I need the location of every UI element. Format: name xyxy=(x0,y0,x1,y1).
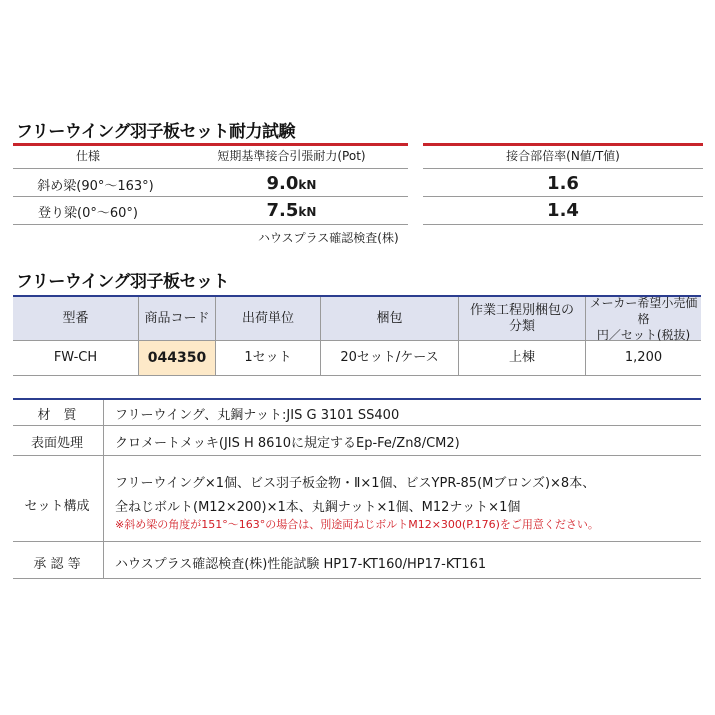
spec-surface-value: クロメートメッキ(JIS H 8610に規定するEp-Fe/Zn8/CM2) xyxy=(115,436,460,451)
divider xyxy=(13,196,408,197)
divider xyxy=(13,578,701,579)
product-unit: 1セット xyxy=(244,350,292,365)
divider xyxy=(13,224,408,225)
product-header-class-line1: 作業工程別梱包の xyxy=(469,302,574,318)
spec-surface-label: 表面処理 xyxy=(30,436,83,451)
durability-header-strength: 短期基準接合引張耐力(Pot) xyxy=(217,149,366,163)
product-pack: 20セット/ケース xyxy=(340,350,439,365)
divider xyxy=(423,224,703,225)
product-code: 044350 xyxy=(139,341,215,375)
strength-unit: kN xyxy=(298,205,317,219)
divider xyxy=(13,425,701,426)
durability-note: ハウスプラス確認検査(株) xyxy=(258,231,399,245)
product-title: フリーウイング羽子板セット xyxy=(16,272,229,292)
product-class: 上棟 xyxy=(508,350,535,365)
spec-material-label: 材 質 xyxy=(37,408,77,423)
spec-set-label: セット構成 xyxy=(24,499,90,514)
durability-header-rule-left xyxy=(13,143,408,146)
divider xyxy=(13,398,701,400)
durability-row-2-ratio: 1.4 xyxy=(547,200,579,221)
product-header-price xyxy=(586,297,701,340)
durability-row-1-spec: 斜め梁(90°～163°) xyxy=(37,179,154,194)
durability-row-1-strength xyxy=(175,173,408,194)
product-table xyxy=(13,295,701,377)
product-header-pack: 梱包 xyxy=(376,310,403,326)
divider xyxy=(103,400,104,578)
product-header-price-line1: メーカー希望小売価格 xyxy=(589,295,698,326)
product-header-code: 商品コード xyxy=(144,310,210,326)
product-model: FW-CH xyxy=(53,350,98,365)
strength-unit: kN xyxy=(298,178,317,192)
durability-header-spec: 仕様 xyxy=(75,149,100,163)
strength-value: 7.5 xyxy=(266,200,299,221)
divider xyxy=(13,168,408,169)
product-header-class xyxy=(459,297,585,340)
spec-approval-value: ハウスプラス確認検査(株)性能試験 HP17-KT160/HP17-KT161 xyxy=(115,557,487,572)
durability-header-rule-right xyxy=(423,143,703,146)
spec-approval-label: 承 認 等 xyxy=(33,557,81,572)
durability-row-2-spec: 登り梁(0°～60°) xyxy=(38,206,138,221)
durability-row-2-strength xyxy=(175,200,408,221)
spec-set-line1: フリーウイング×1個、ビス羽子板金物・Ⅱ×1個、ビスYPR-85(Mブロンズ)×8本、 xyxy=(115,476,596,491)
product-header-model: 型番 xyxy=(62,310,89,326)
product-price: 1,200 xyxy=(624,350,663,365)
spec-set-line2: 全ねじボルト(M12×200)×1本、丸鋼ナット×1個、M12ナット×1個 xyxy=(115,500,521,515)
spec-material-value: フリーウイング、丸鋼ナット:JIS G 3101 SS400 xyxy=(115,408,400,423)
divider xyxy=(13,541,701,542)
product-header-price-line2: 円／セット(税抜) xyxy=(596,327,691,342)
product-header-class-line2: 分類 xyxy=(508,318,535,334)
divider xyxy=(13,375,701,376)
durability-title: フリーウイング羽子板セット耐力試験 xyxy=(16,122,295,142)
spec-set-note: ※斜め梁の角度が151°～163°の場合は、別途両ねじボルトM12×300(P.176)をご用意ください。 xyxy=(115,518,599,531)
durability-header-ratio: 接合部倍率(N値/T値) xyxy=(506,149,620,163)
product-header-unit: 出荷単位 xyxy=(241,310,294,326)
divider xyxy=(13,455,701,456)
divider xyxy=(423,168,703,169)
durability-row-1-ratio: 1.6 xyxy=(547,173,579,194)
strength-value: 9.0 xyxy=(266,173,299,194)
divider xyxy=(423,196,703,197)
